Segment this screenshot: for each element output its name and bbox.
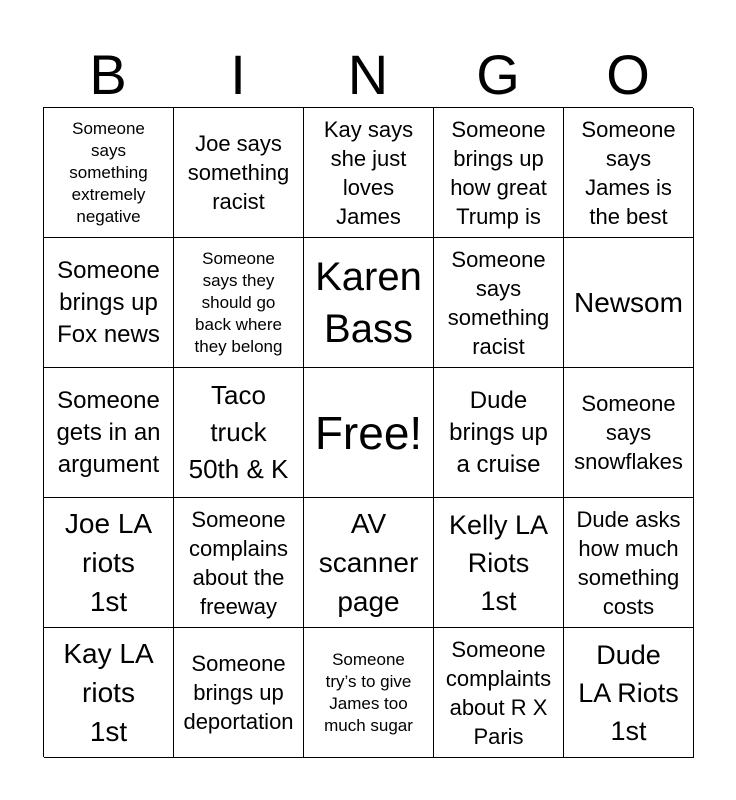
- bingo-cell-r5c1[interactable]: [44, 628, 174, 758]
- bingo-cell-r2c4[interactable]: [434, 238, 564, 368]
- bingo-cell-r3c2[interactable]: [174, 368, 304, 498]
- cell-text: Someone says something racist: [447, 246, 550, 359]
- cell-text: Taco truck 50th & K: [188, 380, 289, 484]
- bingo-cell-r2c3[interactable]: [304, 238, 434, 368]
- header-letter-i: I: [230, 43, 246, 106]
- bingo-cell-r1c2[interactable]: [174, 108, 304, 238]
- bingo-cell-r4c5[interactable]: [564, 498, 694, 628]
- bingo-cell-r5c4[interactable]: [434, 628, 564, 758]
- bingo-cell-r4c3[interactable]: [304, 498, 434, 628]
- header-letter-g: G: [476, 43, 520, 106]
- bingo-cell-r2c1[interactable]: [44, 238, 174, 368]
- bingo-cell-r4c1[interactable]: [44, 498, 174, 628]
- bingo-cell-r4c4[interactable]: [434, 498, 564, 628]
- cell-text: Karen Bass: [315, 254, 422, 351]
- cell-text: AV scanner page: [318, 508, 419, 617]
- cell-text: Kay says she just loves James: [323, 116, 414, 229]
- cell-text: Joe LA riots 1st: [64, 508, 153, 617]
- cell-text: Someone gets in an argument: [56, 386, 161, 478]
- cell-text: Someone says they should go back where they belong: [194, 248, 283, 356]
- cell-text: Kay LA riots 1st: [63, 638, 154, 747]
- bingo-header: [43, 44, 693, 106]
- cell-text: Dude LA Riots 1st: [578, 639, 679, 746]
- cell-text: Someone brings up how great Trump is: [450, 116, 547, 229]
- bingo-cell-r5c2[interactable]: [174, 628, 304, 758]
- cell-text: Dude brings up a cruise: [449, 386, 548, 478]
- cell-text: Someone brings up Fox news: [57, 256, 160, 348]
- bingo-cell-r3c5[interactable]: [564, 368, 694, 498]
- bingo-cell-r2c2[interactable]: [174, 238, 304, 368]
- cell-text: Someone brings up deportation: [183, 651, 294, 734]
- cell-text: Someone try’s to give James too much sugar: [324, 649, 413, 735]
- bingo-cell-r3c4[interactable]: [434, 368, 564, 498]
- cell-text: Someone complains about the freeway: [188, 506, 289, 619]
- cell-text: Newsom: [574, 287, 683, 318]
- bingo-cell-r1c4[interactable]: [434, 108, 564, 238]
- cell-text: Someone says snowflakes: [574, 391, 683, 474]
- bingo-cell-r3c3[interactable]: [304, 368, 434, 498]
- bingo-cell-r1c3[interactable]: [304, 108, 434, 238]
- cell-text: Free!: [314, 406, 423, 459]
- bingo-cell-r5c3[interactable]: [304, 628, 434, 758]
- bingo-cell-r1c1[interactable]: [44, 108, 174, 238]
- cell-text: Someone complaints about R X Paris: [445, 636, 552, 749]
- bingo-cell-r1c5[interactable]: [564, 108, 694, 238]
- cell-text: Someone says James is the best: [581, 116, 676, 229]
- header-letter-n: N: [347, 43, 389, 106]
- bingo-cell-r5c5[interactable]: [564, 628, 694, 758]
- bingo-cell-r4c2[interactable]: [174, 498, 304, 628]
- cell-text: Someone says something extremely negative: [69, 118, 148, 226]
- header-letter-o: O: [606, 43, 650, 106]
- cell-text: Joe says something racist: [187, 131, 290, 214]
- bingo-cell-r2c5[interactable]: [564, 238, 694, 368]
- cell-text: Kelly LA Riots 1st: [448, 509, 549, 616]
- bingo-grid: [43, 107, 693, 757]
- header-letter-b: B: [89, 43, 127, 106]
- bingo-cell-r3c1[interactable]: [44, 368, 174, 498]
- cell-text: Dude asks how much something costs: [576, 506, 681, 619]
